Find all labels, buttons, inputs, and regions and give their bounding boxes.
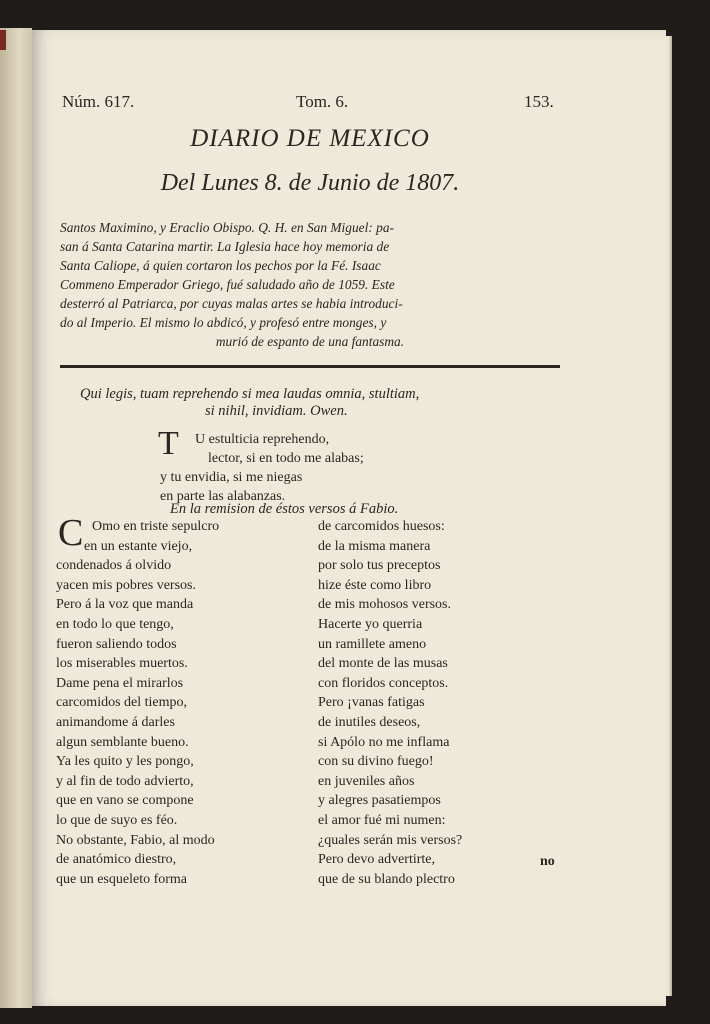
poem-dropcap: C	[58, 512, 84, 554]
page-number: 153.	[524, 92, 554, 111]
poem-line: que un esqueleto forma	[56, 871, 188, 887]
poem-line: del monte de las musas	[318, 656, 448, 672]
poem-line: Pero á la voz que manda	[56, 597, 194, 613]
poem-line: un ramillete ameno	[318, 636, 427, 652]
poem-line: ¿quales serán mis versos?	[318, 832, 463, 848]
poem-line: Hacerte yo querria	[318, 617, 423, 632]
poem-line: de la misma manera	[318, 538, 431, 554]
issue-number: Núm. 617.	[62, 92, 135, 111]
poem-line: animandome á darles	[56, 715, 175, 730]
poem-line: de mis mohosos versos.	[318, 597, 451, 613]
catchword: no	[540, 854, 555, 869]
intro-line: lector, si en todo me alabas;	[208, 451, 364, 466]
poem-line: de anatómico diestro,	[56, 852, 177, 868]
saints-line: Santa Caliope, á quien cortaron los pechos por la Fé. Isaac	[60, 258, 381, 273]
masthead-title: DIARIO DE MEXICO	[190, 125, 430, 152]
issue-date: Del Lunes 8. de Junio de 1807.	[160, 170, 460, 196]
poem-line: Pero devo advertirte,	[318, 852, 436, 868]
poem-line: por solo tus preceptos	[318, 558, 441, 574]
poem-line: hize éste como libro	[318, 577, 432, 593]
poem-line: condenados á olvido	[56, 558, 172, 574]
saints-line: murió de espanto de una fantasma.	[215, 334, 405, 349]
poem-line: en todo lo que tengo,	[56, 617, 174, 632]
saints-line: Commeno Emperador Griego, fué saludado año de 1059. Este	[60, 277, 395, 292]
intro-line: U estulticia reprehendo,	[195, 432, 330, 447]
poem-line: y al fin de todo advierto,	[56, 773, 194, 789]
poem-line: Pero ¡vanas fatigas	[318, 695, 425, 711]
poem-line: algun semblante bueno.	[56, 734, 189, 750]
volume-number: Tom. 6.	[296, 92, 349, 111]
poem-line: los miserables muertos.	[56, 656, 188, 672]
poem-caption: En la remision de éstos versos á Fabio.	[170, 501, 399, 517]
poem-line: Ya les quito y les pongo,	[56, 754, 194, 770]
saints-line: desterró al Patriarca, por cuyas malas artes se habia introduci-	[60, 296, 403, 311]
poem-line: No obstante, Fabio, al modo	[56, 832, 215, 848]
poem-line: carcomidos del tiempo,	[56, 695, 188, 711]
poem-line: que en vano se compone	[56, 793, 194, 809]
poem-line: de carcomidos huesos:	[318, 519, 445, 534]
intro-line: y tu envidia, si me niegas	[160, 470, 303, 485]
poem-line: de inutiles deseos,	[318, 715, 421, 730]
intro-dropcap: T	[158, 425, 179, 462]
poem-line: Dame pena el mirarlos	[56, 675, 184, 691]
poem-line: yacen mis pobres versos.	[56, 577, 196, 593]
intro-line: en parte las alabanzas.	[160, 489, 286, 504]
poem-line: lo que de suyo es féo.	[56, 813, 178, 828]
poem-line: Omo en triste sepulcro	[92, 519, 220, 534]
poem-line: si Apólo no me inflama	[318, 734, 450, 750]
epigraph-line: si nihil, invidiam. Owen.	[205, 403, 348, 419]
poem-line: en un estante viejo,	[84, 538, 193, 554]
poem-line: con su divino fuego!	[318, 754, 434, 770]
saints-line: do al Imperio. El mismo lo abdicó, y profesó entre monges, y	[60, 315, 387, 330]
binding-strip	[0, 30, 6, 50]
poem-line: y alegres pasatiempos	[318, 793, 441, 809]
poem-line: que de su blando plectro	[318, 871, 455, 887]
poem-line: fueron saliendo todos	[56, 636, 177, 652]
left-page-edge	[0, 28, 32, 1008]
saints-line: san á Santa Catarina martir. La Iglesia hace hoy memoria de	[60, 239, 390, 254]
poem-line: en juveniles años	[318, 773, 415, 789]
section-divider	[60, 365, 560, 368]
epigraph-line: Qui legis, tuam reprehendo si mea laudas omnia, stultiam,	[80, 386, 420, 402]
saints-line: Santos Maximino, y Eraclio Obispo. Q. H. en San Miguel: pa-	[60, 220, 394, 235]
poem-line: el amor fué mi numen:	[318, 813, 446, 828]
poem-line: con floridos conceptos.	[318, 675, 449, 691]
